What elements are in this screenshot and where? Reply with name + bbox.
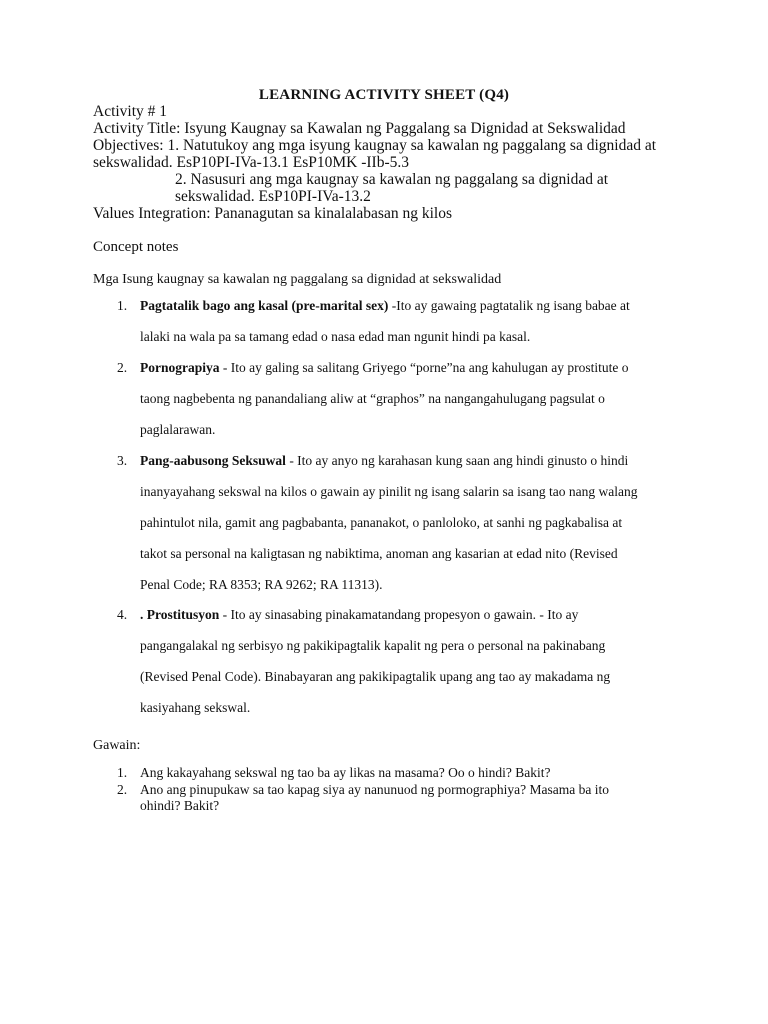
document-title: LEARNING ACTIVITY SHEET (Q4) [258, 87, 510, 103]
definition-text: - Ito ay sinasabing pinakamatandang propesyon o gawain. - Ito ay [219, 607, 579, 622]
definition-line: kasiyahang sekswal. [140, 700, 251, 715]
objective-2-line-1: 2. Nasusuri ang mga kaugnay sa kawalan ng paggalang sa dignidad at [175, 171, 609, 188]
term-heading: Pornograpiya [140, 360, 220, 375]
values-integration: Values Integration: Pananagutan sa kinalalabasan ng kilos [93, 205, 452, 222]
term-heading: Pang-aabusong Seksuwal [140, 453, 286, 468]
objective-1-line-1: Objectives: 1. Natutukoy ang mga isyung kaugnay sa kawalan ng paggalang sa dignidad at [93, 137, 657, 154]
gawain-heading: Gawain: [93, 738, 141, 753]
objective-1-line-2: sekswalidad. EsP10PI-IVa-13.1 EsP10MK -IIb-5.3 [93, 154, 409, 171]
definition-line: pangangalakal ng serbisyo ng pakikipagtalik kapalit ng pera o personal na pakinabang [140, 638, 606, 653]
list-number: 1. [117, 298, 128, 313]
question-text-line-2: ohindi? Bakit? [140, 798, 220, 813]
list-number: 4. [117, 607, 128, 622]
concept-intro: Mga Isung kaugnay sa kawalan ng paggalang sa dignidad at sekswalidad [93, 272, 502, 287]
question-text: Ang kakayahang sekswal ng tao ba ay likas na masama? Oo o hindi? Bakit? [140, 765, 551, 780]
definition-line: lalaki na wala pa sa tamang edad o nasa edad man ngunit hindi pa kasal. [140, 329, 531, 344]
term-heading: . Prostitusyon [140, 607, 220, 622]
definition-line: inanyayahang sekswal na kilos o gawain ay pinilit ng isang salarin sa isang tao nang walang [140, 484, 638, 499]
definition-line: pahintulot nila, gamit ang pagbabanta, pananakot, o panloloko, at sanhi ng pagkabalisa at [140, 515, 623, 530]
question-number: 1. [117, 765, 128, 780]
definition-text: - Ito ay anyo ng karahasan kung saan ang hindi ginusto o hindi [285, 453, 629, 468]
activity-number: Activity # 1 [93, 103, 168, 120]
term-heading: Pagtatalik bago ang kasal (pre-marital sex) [140, 298, 389, 313]
list-number: 3. [117, 453, 128, 468]
definition-line: Penal Code; RA 8353; RA 9262; RA 11313). [140, 577, 383, 592]
definition-text: -Ito ay gawaing pagtatalik ng isang babae at [388, 298, 630, 313]
definition-line: paglalarawan. [140, 422, 216, 437]
question-text-block [140, 782, 650, 814]
question-text-line-1: Ano ang pinupukaw sa tao kapag siya ay nanunuod ng pormographiya? Masama ba ito [140, 782, 610, 797]
list-number: 2. [117, 360, 128, 375]
definition-line: takot sa personal na kaligtasan ng nabiktima, anoman ang kasarian at edad nito (Revised [140, 546, 618, 561]
concept-notes-heading: Concept notes [93, 239, 179, 255]
definition-line: (Revised Penal Code). Binabayaran ang pakikipagtalik upang ang tao ay makadama ng [140, 669, 611, 684]
objective-2-line-2: sekswalidad. EsP10PI-IVa-13.2 [175, 188, 371, 205]
question-number: 2. [117, 782, 128, 797]
activity-title: Activity Title: Isyung Kaugnay sa Kawalan ng Paggalang sa Dignidad at Sekswalidad [93, 120, 626, 137]
definition-line: taong nagbebenta ng panandaliang aliw at “graphos” na nangangahulugang pagsulat o [140, 391, 605, 406]
definition-text: - Ito ay galing sa salitang Griyego “porne”na ang kahulugan ay prostitute o [219, 360, 629, 375]
